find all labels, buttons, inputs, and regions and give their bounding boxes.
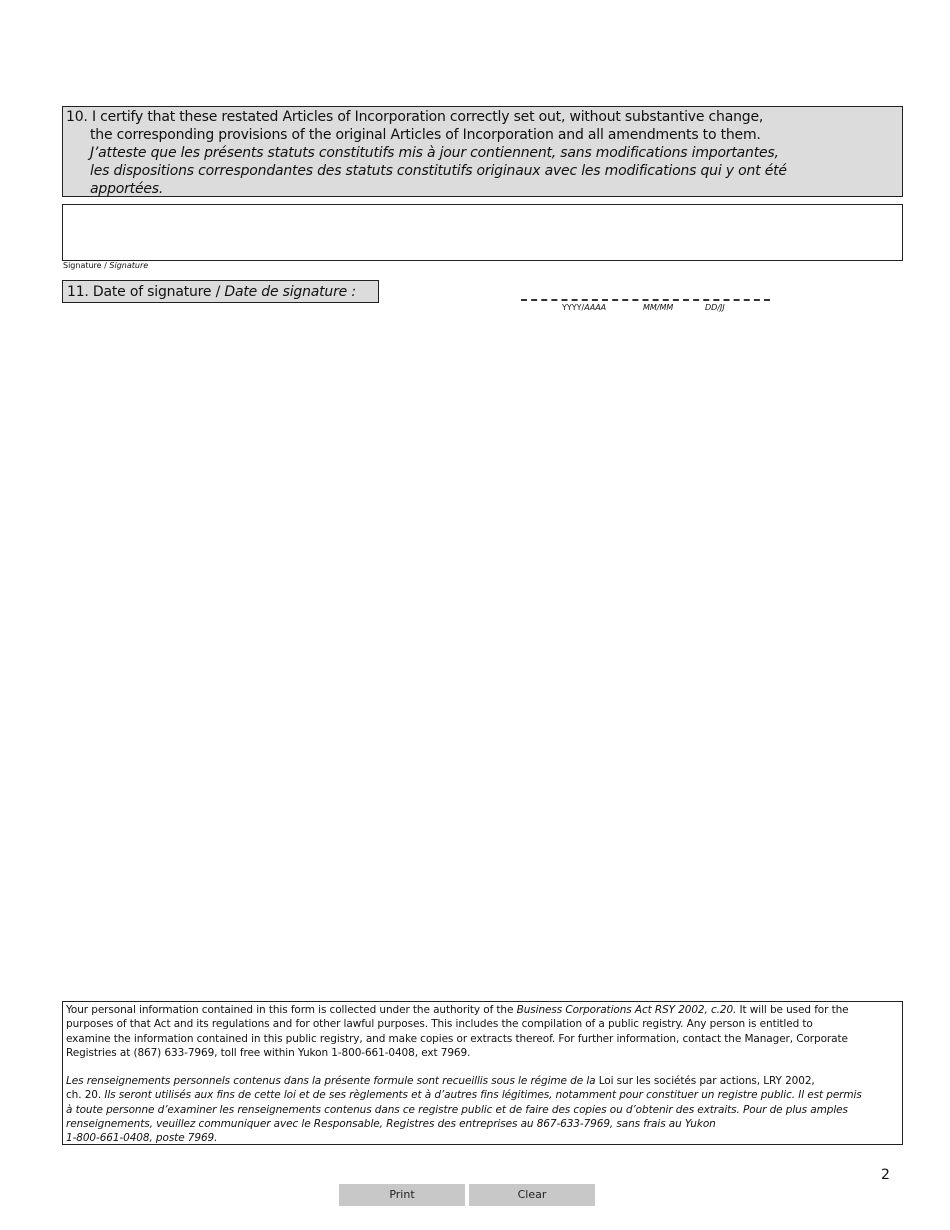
privacy-fr-line-4: renseignements, veuillez communiquer avec le Responsable, Registres des entreprises au 867-633-7969, sans frais au Yukon (66, 1118, 716, 1131)
privacy-fr-line-1: Les renseignements personnels contenus dans la présente formule sont recueillis sous le régime de la Loi sur les sociétés par actions, LRY 2002, (66, 1075, 815, 1088)
privacy-fr-line-3: à toute personne d’examiner les renseignements contenus dans ce registre public et de faire des copies ou d’obtenir des extraits. Pour de plus amples (66, 1103, 848, 1116)
cert-fr-line-3: apportées. (90, 181, 164, 197)
privacy-en-line-2: purposes of that Act and its regulations and for other lawful purposes. This includes the compilation of a public registry. Any person is entitled to (66, 1018, 813, 1031)
privacy-en-line-3: examine the information contained in this public registry, and make copies or extracts thereof. For further information, contact the Manager, Corporate (66, 1032, 848, 1045)
date-day-label: DD/JJ (705, 303, 725, 312)
page-number: 2 (881, 1167, 890, 1183)
privacy-notice (62, 1001, 903, 1145)
cert-number: 10. (66, 109, 88, 125)
privacy-en-line-4: Registries at (867) 633-7969, toll free within Yukon 1-800-661-0408, ext 7969. (66, 1046, 471, 1059)
clear-button[interactable]: Clear (469, 1184, 595, 1206)
cert-fr-line-1: J’atteste que les présents statuts constitutifs mis à jour contiennent, sans modifications importantes, (90, 145, 779, 161)
signature-label: Signature / Signature (63, 261, 149, 270)
date-year-label: YYYY/AAAA (562, 303, 607, 312)
certification-box (62, 106, 903, 197)
print-button[interactable]: Print (339, 1184, 465, 1206)
cert-fr-line-2: les dispositions correspondantes des statuts constitutifs originaux avec les modifications qui y ont été (90, 163, 787, 179)
privacy-fr-line-2: ch. 20. Ils seront utilisés aux fins de cette loi et de ses règlements et à d’autres fins légitimes, notamment pour constituer un registre public. Il est permis (66, 1089, 862, 1102)
privacy-en-line-1: Your personal information contained in this form is collected under the authority of the Business Corporations Act RSY 2002, c.20. It will be used for the (66, 1004, 849, 1016)
privacy-fr-line-5: 1-800-661-0408, poste 7969. (66, 1132, 218, 1145)
cert-en-line-1: 10. I certify that these restated Articles of Incorporation correctly set out, without substantive change, (66, 109, 764, 125)
cert-en-line-2: the corresponding provisions of the original Articles of Incorporation and all amendments to them. (90, 127, 761, 143)
date-input-line[interactable] (521, 299, 770, 301)
signature-field[interactable] (62, 204, 903, 261)
date-of-signature-label: 11. Date of signature / Date de signature : (62, 280, 379, 303)
date-month-label: MM/MM (643, 303, 674, 312)
